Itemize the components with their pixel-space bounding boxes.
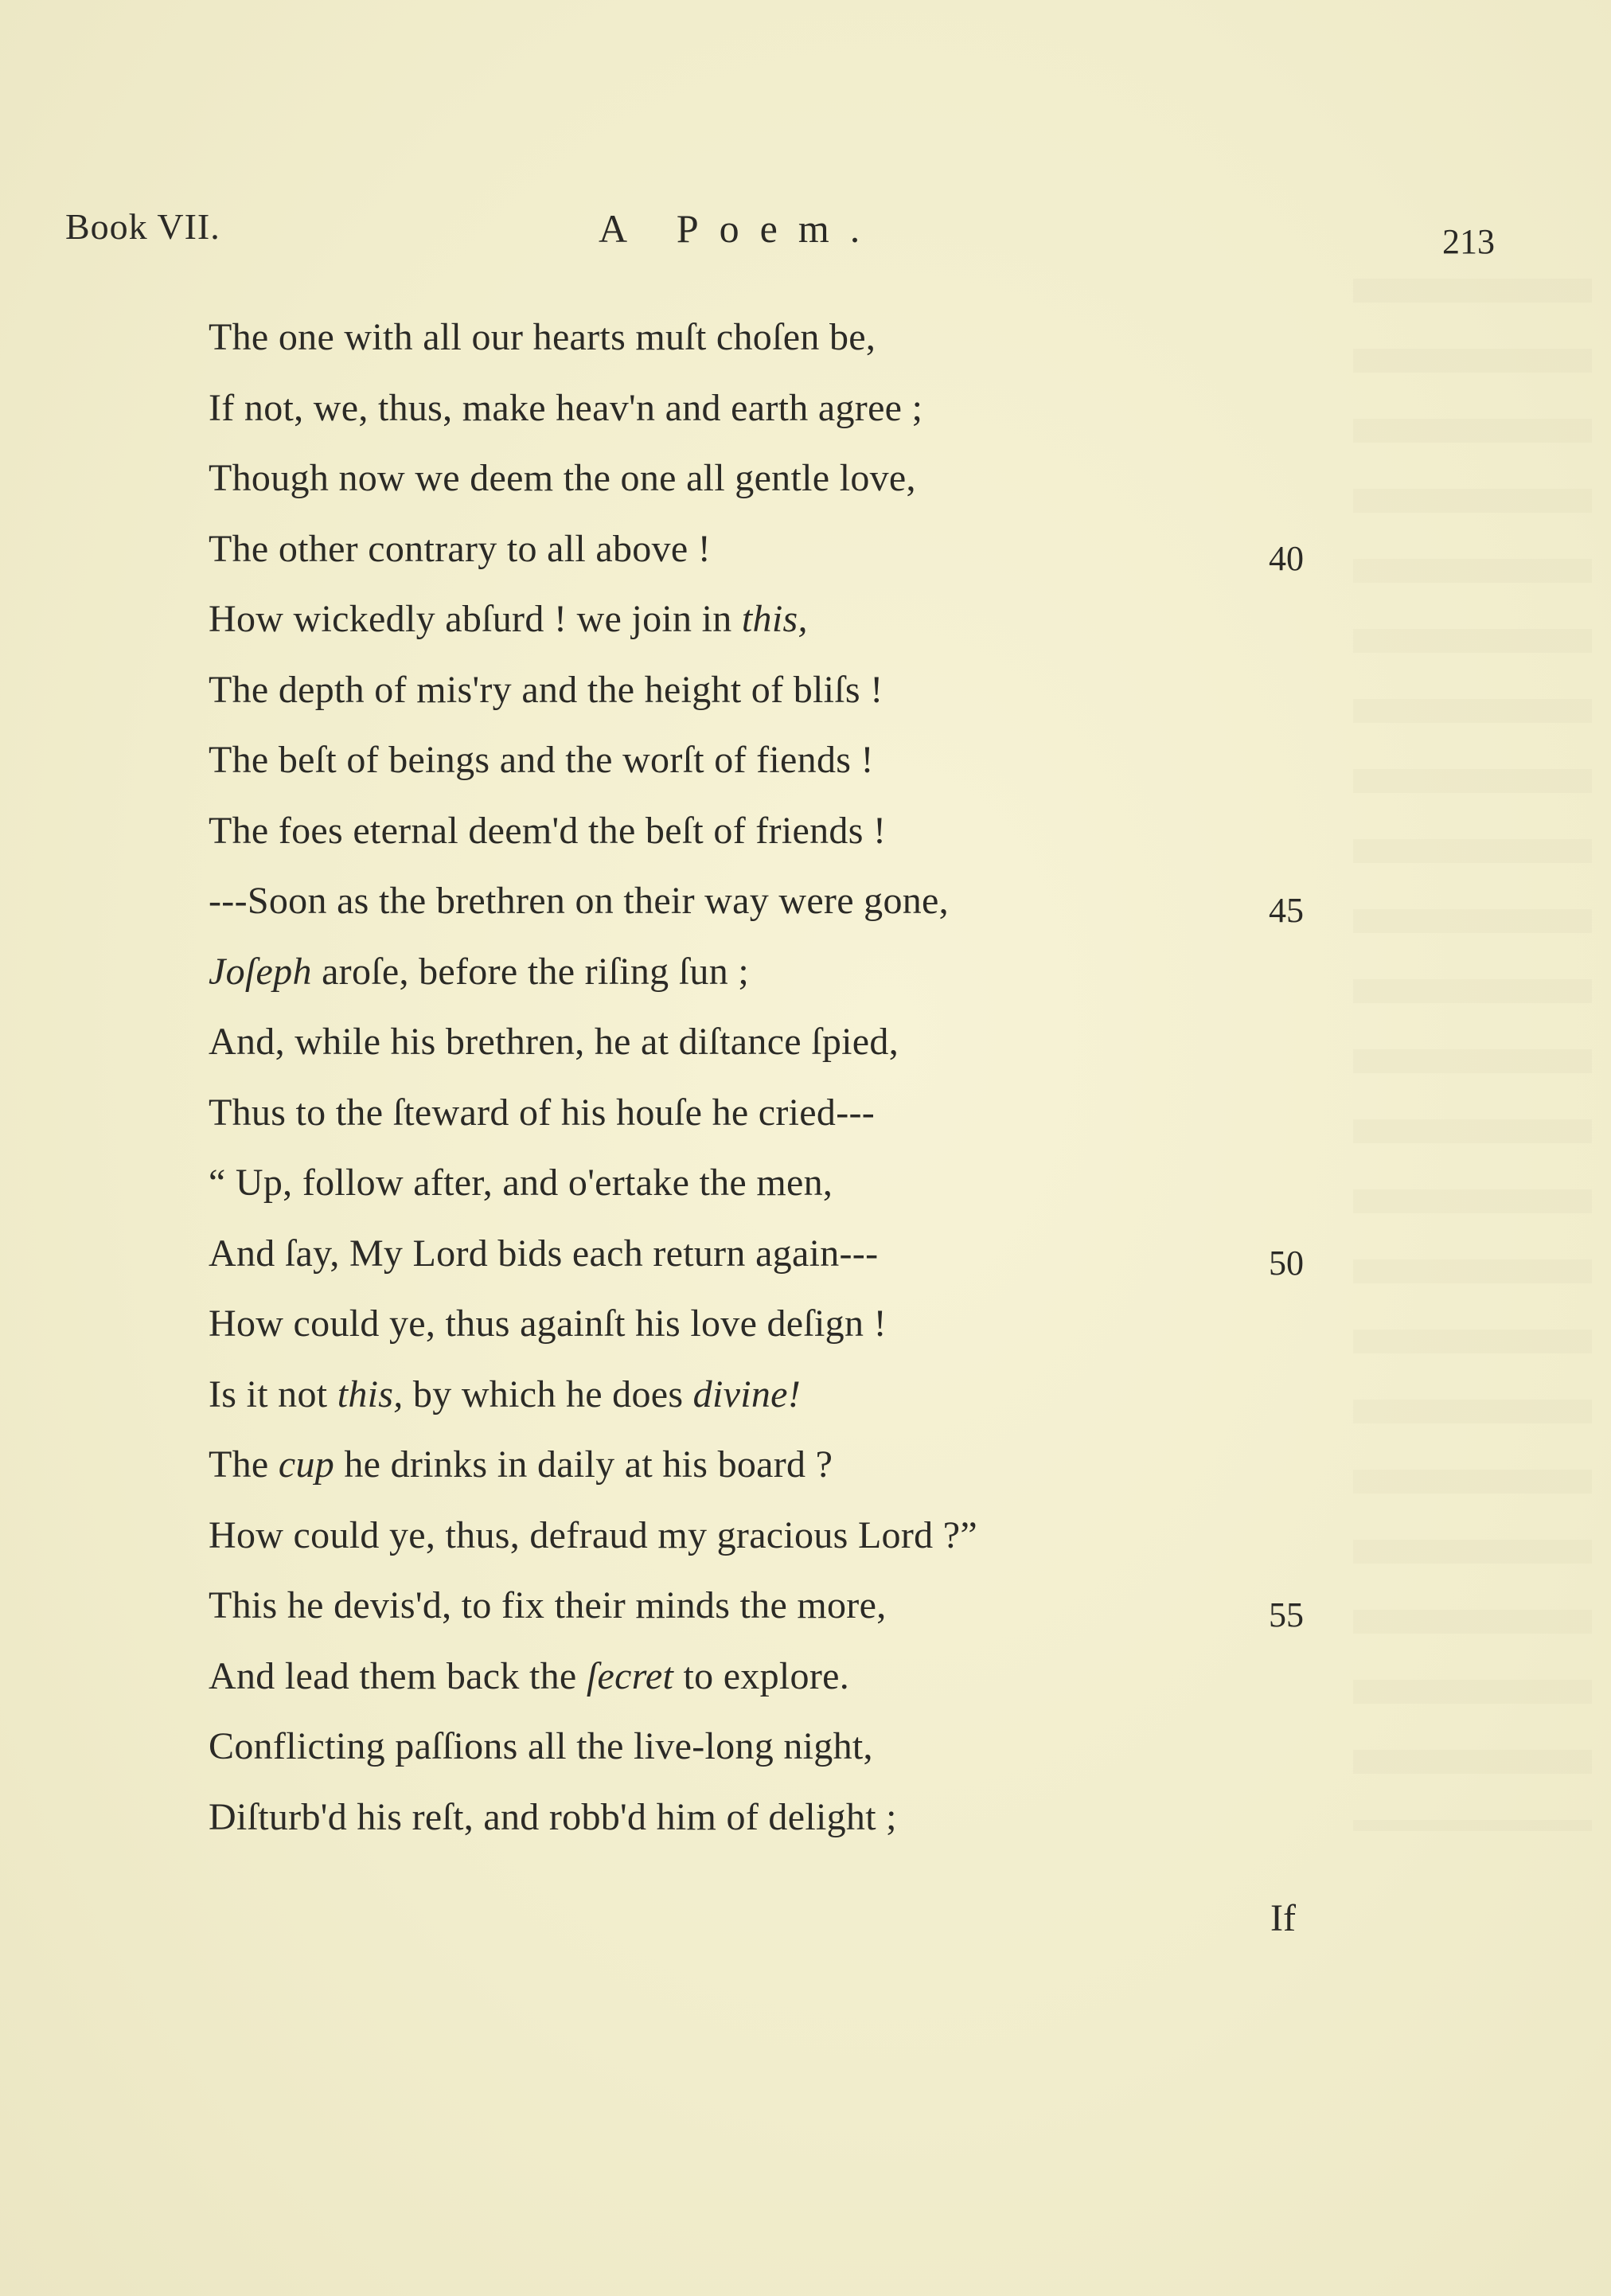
poem-line-text: The foes eternal deem'd the beſt of friends !	[209, 809, 887, 852]
poem-line-text: How wickedly abſurd ! we join in this,	[209, 598, 808, 640]
poem-line	[209, 1086, 1371, 1157]
poem-line-text: “ Up, follow after, and o'ertake the men,	[209, 1162, 833, 1204]
poem-line-text: Conflicting paſſions all the live-long night,	[209, 1725, 873, 1767]
poem-line-text: This he devis'd, to fix their minds the more,	[209, 1584, 887, 1626]
poem-line-text: The one with all our hearts muſt choſen be,	[209, 316, 876, 358]
poem-line-text: The depth of mis'ry and the height of bliſs !	[209, 668, 884, 711]
poem-line	[209, 381, 1371, 452]
line-number: 50	[1269, 1243, 1304, 1283]
poem-line	[209, 1650, 1371, 1720]
poem-line	[209, 1156, 1371, 1227]
poem-line-text: If not, we, thus, make heav'n and earth agree ;	[209, 386, 923, 429]
poem-line	[209, 1438, 1371, 1509]
show-through-text	[1353, 279, 1592, 1831]
poem-line-text: And ſay, My Lord bids each return again---	[209, 1232, 879, 1275]
poem-line	[209, 592, 1371, 663]
poem-line-text: How could ye, thus, defraud my gracious Lord ?”	[209, 1513, 977, 1556]
poem-line-text: The other contrary to all above !	[209, 527, 712, 570]
poem-line	[209, 1015, 1371, 1086]
poem-line-text: Is it not this, by which he does divine!	[209, 1373, 802, 1415]
poem-line	[209, 1368, 1371, 1439]
poem-body	[209, 310, 1371, 1861]
poem-line	[209, 663, 1371, 734]
poem-line	[209, 1579, 1371, 1650]
poem-line	[209, 451, 1371, 522]
poem-line-text: And lead them back the ſecret to explore.	[209, 1654, 850, 1697]
page-number: 213	[1442, 222, 1495, 261]
poem-line	[209, 1227, 1371, 1298]
line-number: 45	[1269, 891, 1304, 930]
poem-line	[209, 804, 1371, 875]
poem-line-text: The beſt of beings and the worſt of fiends !	[209, 739, 874, 781]
poem-line-text: Thus to the ſteward of his houſe he cried---	[209, 1091, 876, 1134]
poem-line-text: How could ye, thus againſt his love deſign !	[209, 1302, 887, 1345]
poem-line-text: And, while his brethren, he at diſtance ſpied,	[209, 1021, 899, 1063]
poem-line	[209, 1509, 1371, 1579]
line-number: 55	[1269, 1595, 1304, 1634]
poem-line	[209, 522, 1371, 593]
poem-line-text: Diſturb'd his reſt, and robb'd him of delight ;	[209, 1795, 897, 1838]
poem-line	[209, 874, 1371, 945]
poem-line	[209, 733, 1371, 804]
poem-line	[209, 310, 1371, 381]
poem-line	[209, 1720, 1371, 1790]
line-number: 40	[1269, 538, 1304, 578]
poem-line-text: Joſeph aroſe, before the riſing ſun ;	[209, 950, 749, 993]
poem-line	[209, 945, 1371, 1016]
book-label: Book VII.	[65, 206, 220, 247]
poem-line	[209, 1297, 1371, 1368]
catchword: If	[1270, 1897, 1296, 1939]
poem-line	[209, 1790, 1371, 1861]
running-title: A Poem.	[599, 206, 881, 251]
poem-line-text: The cup he drinks in daily at his board ?	[209, 1443, 833, 1486]
poem-line-text: ---Soon as the brethren on their way were gone,	[209, 880, 949, 922]
poem-line-text: Though now we deem the one all gentle love,	[209, 457, 916, 499]
